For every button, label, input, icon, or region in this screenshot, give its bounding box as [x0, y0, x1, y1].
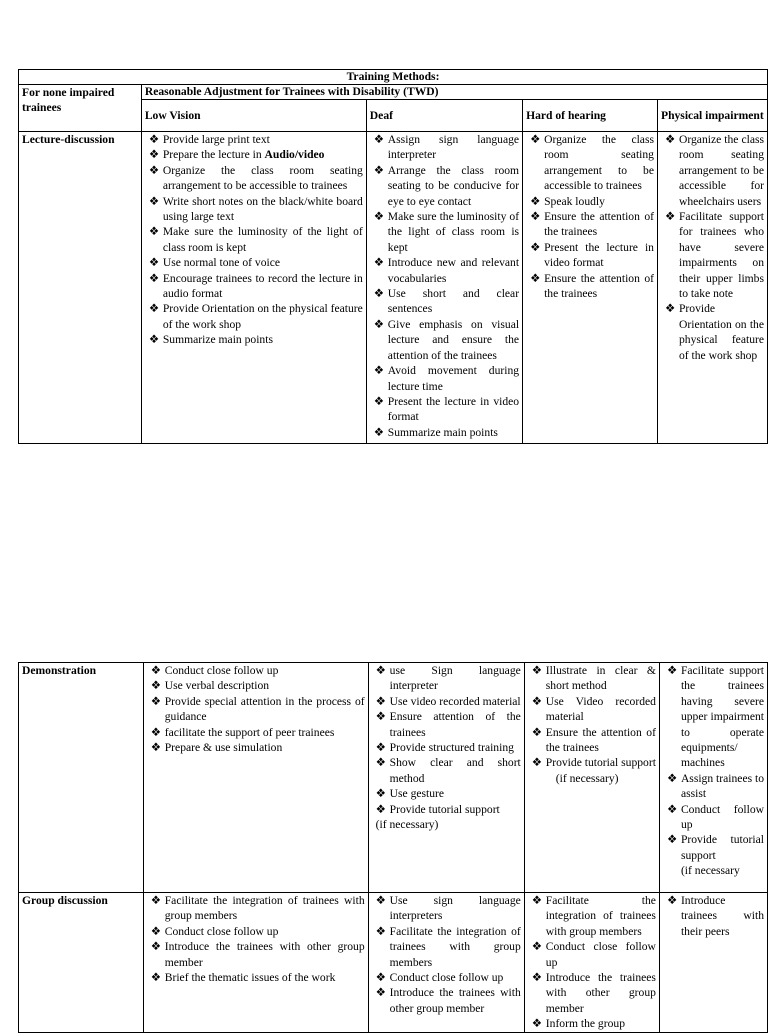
- list-item: [147, 893, 365, 924]
- bullet-icon: ❖: [375, 787, 387, 801]
- list-item-text: Ensure the attention of the trainees: [545, 725, 656, 755]
- list-item-text: facilitate the support of peer trainees: [164, 725, 335, 739]
- list-item: [526, 240, 654, 271]
- bullet-icon: ❖: [664, 133, 676, 146]
- list-item: [370, 363, 519, 394]
- list-item: [147, 694, 365, 725]
- cell-deaf: [368, 893, 524, 1033]
- bullet-list: [528, 893, 656, 1032]
- bullet-icon: ❖: [148, 194, 160, 208]
- list-item: [145, 163, 363, 194]
- method-cell: [19, 893, 144, 1033]
- list-item: [147, 740, 365, 755]
- bullet-list: [661, 132, 764, 363]
- bullet-icon: ❖: [148, 256, 160, 270]
- bullet-list: [145, 132, 363, 348]
- row-header-cell: [19, 85, 142, 132]
- cell-hard-of-hearing: [524, 663, 659, 893]
- list-item: [370, 163, 519, 209]
- list-item-text: Present the lecture in video format: [544, 240, 654, 270]
- bullet-icon: ❖: [375, 971, 387, 985]
- cell-physical: [657, 132, 767, 444]
- bullet-icon: ❖: [150, 679, 162, 693]
- note-text: (if necessary): [375, 818, 439, 832]
- cell-low-vision: [143, 893, 368, 1033]
- list-item: [370, 394, 519, 425]
- list-item: [372, 709, 521, 740]
- bullet-icon: ❖: [148, 163, 160, 177]
- list-item: [661, 301, 764, 363]
- bullet-icon: ❖: [150, 725, 162, 739]
- bullet-icon: ❖: [375, 924, 387, 938]
- list-item-bold-text: Audio/video: [264, 148, 325, 162]
- bullet-icon: ❖: [150, 924, 162, 938]
- list-item-text: Provide large print text: [162, 133, 270, 146]
- list-item-text: Provide tutorial support: [680, 833, 764, 862]
- list-item-text: Introduce new and relevant vocabularies: [387, 256, 520, 285]
- bullet-icon: ❖: [530, 133, 541, 146]
- bullet-icon: ❖: [150, 664, 162, 677]
- list-item-text: Illustrate in clear & short method: [545, 664, 656, 693]
- bullet-list: [147, 893, 365, 985]
- list-item-text: Facilitate the integration of trainees with group members: [164, 894, 365, 923]
- list-item: [526, 132, 654, 194]
- list-item: [145, 147, 363, 162]
- list-item: [528, 970, 656, 1016]
- list-item-text: Facilitate the integration of trainees with group members: [545, 894, 656, 938]
- bullet-icon: ❖: [531, 971, 543, 985]
- list-item-text: Organize the class room seating arrangement to be accessible to trainees: [162, 163, 363, 193]
- list-item: [528, 663, 656, 694]
- table-title: [19, 70, 768, 85]
- cell-low-vision: [143, 663, 368, 893]
- bullet-icon: ❖: [373, 287, 385, 301]
- bullet-icon: ❖: [531, 725, 543, 739]
- list-item: [147, 924, 365, 939]
- list-item-text: Brief the thematic issues of the work: [164, 971, 336, 985]
- bullet-icon: ❖: [531, 694, 543, 708]
- list-item-text: Use sign language interpreters: [389, 894, 521, 923]
- bullet-list: [663, 893, 764, 939]
- list-item-text: Use normal tone of voice: [162, 256, 281, 270]
- list-item: [370, 255, 519, 286]
- list-item: [526, 271, 654, 302]
- list-item: [372, 740, 521, 755]
- bullet-icon: ❖: [375, 694, 387, 708]
- list-item: [663, 771, 764, 802]
- bullet-icon: ❖: [373, 364, 385, 378]
- list-item: [370, 209, 519, 255]
- column-header-deaf: [366, 100, 522, 132]
- list-item: [145, 271, 363, 302]
- list-item-text: Write short notes on the black/white board using large text: [162, 194, 363, 224]
- bullet-icon: ❖: [150, 694, 162, 708]
- bullet-icon: ❖: [375, 741, 387, 755]
- bullet-icon: ❖: [531, 664, 543, 677]
- list-item-text: Conduct close follow up: [164, 924, 279, 938]
- list-item-text: Ensure attention of the trainees: [389, 710, 521, 739]
- list-item-text: Introduce trainees with their peers: [680, 894, 764, 938]
- list-item: [147, 939, 365, 970]
- list-item: [372, 755, 521, 786]
- column-header-label: Low Vision: [144, 109, 201, 122]
- bullet-list: [663, 663, 764, 863]
- list-item-text: Facilitate the integration of trainees with group members: [389, 924, 521, 969]
- list-item-text: Encourage trainees to record the lecture in audio format: [162, 271, 363, 301]
- list-item-text: Facilitate support for trainees who have severe impairments on their upper limbs to take note: [678, 210, 764, 301]
- list-item-text: Organize the class room seating arrangement to be accessible for wheelchairs users: [678, 133, 764, 208]
- bullet-icon: ❖: [373, 210, 385, 224]
- list-item-text: Introduce the trainees with other group member: [389, 986, 521, 1015]
- bullet-list: [528, 663, 656, 771]
- list-item: [528, 755, 656, 770]
- bullet-icon: ❖: [375, 802, 387, 816]
- list-item-text: Assign trainees to assist: [680, 771, 765, 801]
- list-item-text: Summarize main points: [162, 333, 273, 347]
- bullet-icon: ❖: [531, 940, 543, 954]
- list-item: [663, 663, 764, 771]
- bullet-icon: ❖: [150, 894, 162, 907]
- column-header-low-vision: [141, 100, 366, 132]
- bullet-icon: ❖: [531, 756, 543, 770]
- list-item-text: Make sure the luminosity of the light of class room is kept: [162, 225, 363, 254]
- bullet-icon: ❖: [373, 256, 385, 270]
- column-header-label: Hard of hearing: [526, 109, 606, 122]
- list-item: [370, 425, 519, 440]
- bullet-icon: ❖: [148, 148, 160, 162]
- list-item-text: Avoid movement during lecture time: [387, 364, 520, 393]
- group-header-text: Reasonable Adjustment for Trainees with Disability (TWD): [144, 85, 439, 98]
- list-item-text: Facilitate support the trainees having severe upper impairment to operate equipments/ machines: [680, 664, 764, 770]
- list-item-text: Summarize main points: [387, 425, 498, 439]
- list-item: [663, 893, 764, 939]
- list-item: [528, 893, 656, 939]
- list-item: [370, 132, 519, 163]
- cell-physical: [659, 663, 767, 893]
- list-item-text: Give emphasis on visual lecture and ensure the attention of the trainees: [387, 317, 520, 362]
- list-item-text: Present the lecture in video format: [387, 394, 520, 424]
- list-item: [372, 970, 521, 985]
- cell-low-vision: [141, 132, 366, 444]
- bullet-icon: ❖: [664, 302, 676, 316]
- list-item-text: Organize the class room seating arrangement to be accessible to trainees: [544, 133, 654, 193]
- bullet-icon: ❖: [530, 194, 541, 208]
- list-item: [147, 725, 365, 740]
- list-item-text: Use verbal description: [164, 679, 270, 693]
- bullet-icon: ❖: [373, 163, 385, 177]
- group-header-cell: [141, 85, 767, 100]
- list-item-text: Assign sign language interpreter: [387, 133, 520, 162]
- bullet-icon: ❖: [150, 971, 162, 985]
- list-item: [372, 786, 521, 801]
- list-item: [372, 694, 521, 709]
- bullet-icon: ❖: [375, 664, 387, 677]
- bullet-icon: ❖: [666, 771, 678, 785]
- bullet-list: [372, 663, 521, 817]
- list-item: [145, 224, 363, 255]
- list-item-text: Inform the group: [545, 1017, 625, 1031]
- list-item-text: Make sure the luminosity of the light of class room is kept: [387, 210, 520, 254]
- list-item: [372, 985, 521, 1016]
- list-item-text: Speak loudly: [544, 194, 605, 208]
- bullet-icon: ❖: [148, 133, 160, 146]
- list-item: [372, 663, 521, 694]
- bullet-icon: ❖: [375, 710, 387, 724]
- list-item: [145, 255, 363, 270]
- bullet-icon: ❖: [531, 1017, 543, 1031]
- bullet-icon: ❖: [148, 271, 160, 285]
- list-item: [372, 893, 521, 924]
- list-item-text: Conduct close follow up: [164, 664, 279, 677]
- bullet-list: [526, 132, 654, 301]
- bullet-icon: ❖: [150, 940, 162, 954]
- bullet-icon: ❖: [148, 302, 160, 316]
- bullet-icon: ❖: [531, 894, 543, 907]
- column-header-physical: [657, 100, 767, 132]
- column-header-hard-of-hearing: [523, 100, 658, 132]
- list-item-text: Use short and clear sentences: [387, 287, 520, 316]
- list-item: [372, 802, 521, 817]
- cell-hard-of-hearing: [524, 893, 659, 1033]
- bullet-icon: ❖: [373, 317, 385, 331]
- bullet-icon: ❖: [148, 225, 160, 239]
- note-text: (if necessary): [555, 771, 619, 785]
- cell-deaf: [368, 663, 524, 893]
- training-methods-table-continued: [18, 662, 768, 1033]
- list-item: [528, 725, 656, 756]
- list-item-text: Provide structured training: [389, 741, 514, 755]
- method-cell: [19, 132, 142, 444]
- bullet-icon: ❖: [530, 271, 541, 285]
- list-item-text: Prepare the lecture in: [162, 148, 265, 162]
- list-item: [528, 939, 656, 970]
- method-label: Demonstration: [22, 664, 97, 677]
- list-item-text: Use video recorded material: [389, 694, 521, 708]
- bullet-icon: ❖: [375, 894, 387, 907]
- note-text: (if necessary: [680, 864, 740, 878]
- list-item-text: Conduct follow up: [680, 802, 764, 832]
- method-label: Group discussion: [22, 894, 108, 907]
- bullet-icon: ❖: [373, 394, 385, 408]
- list-item-text: Introduce the trainees with other group member: [164, 940, 365, 969]
- list-item-text: use Sign language interpreter: [389, 664, 521, 693]
- table-title-text: Training Methods:: [346, 70, 440, 83]
- cell-physical: [659, 893, 767, 1033]
- list-item-text: Ensure the attention of the trainees: [544, 271, 654, 301]
- method-cell: [19, 663, 144, 893]
- list-item-text: Provide tutorial support: [545, 756, 656, 770]
- bullet-icon: ❖: [373, 133, 385, 146]
- list-item-text: Conduct close follow up: [389, 971, 504, 985]
- bullet-icon: ❖: [375, 756, 387, 770]
- list-item: [526, 194, 654, 209]
- list-item: [663, 802, 764, 833]
- list-item-text: Show clear and short method: [389, 756, 521, 785]
- bullet-list: [372, 893, 521, 1016]
- bullet-icon: ❖: [373, 425, 385, 439]
- list-item-text: Provide special attention in the process of guidance: [164, 694, 365, 724]
- row-header-text: For none impaired trainees: [22, 86, 115, 114]
- bullet-icon: ❖: [530, 240, 541, 254]
- list-item-text: Provide tutorial support: [389, 802, 500, 816]
- list-item: [145, 194, 363, 225]
- list-item: [526, 209, 654, 240]
- bullet-icon: ❖: [148, 333, 160, 347]
- bullet-icon: ❖: [664, 210, 676, 224]
- list-item: [661, 132, 764, 209]
- list-item: [147, 970, 365, 985]
- list-item: [661, 209, 764, 301]
- method-label: Lecture-discussion: [22, 133, 115, 146]
- list-item: [147, 678, 365, 693]
- bullet-icon: ❖: [666, 664, 678, 677]
- bullet-icon: ❖: [666, 833, 678, 847]
- list-item-text: Prepare & use simulation: [164, 741, 283, 755]
- list-item: [145, 301, 363, 332]
- column-header-label: Physical impairment: [660, 109, 764, 122]
- cell-deaf: [366, 132, 522, 444]
- list-item: [370, 286, 519, 317]
- list-item-text: Conduct close follow up: [545, 940, 656, 969]
- list-item: [145, 132, 363, 147]
- bullet-list: [147, 663, 365, 755]
- column-header-label: Deaf: [369, 109, 393, 122]
- list-item-text: Use gesture: [389, 787, 445, 801]
- list-item-text: Use Video recorded material: [545, 694, 656, 724]
- list-item: [372, 924, 521, 970]
- list-item-text: Ensure the attention of the trainees: [544, 210, 654, 239]
- bullet-icon: ❖: [150, 741, 162, 755]
- list-item-text: Provide Orientation on the physical feature of the work shop: [678, 302, 764, 362]
- list-item: [370, 317, 519, 363]
- bullet-icon: ❖: [530, 210, 541, 224]
- list-item: [147, 663, 365, 678]
- bullet-icon: ❖: [666, 802, 678, 816]
- bullet-icon: ❖: [375, 986, 387, 1000]
- list-item-text: Provide Orientation on the physical feature of the work shop: [162, 302, 363, 331]
- training-methods-table: [18, 69, 768, 444]
- list-item-text: Arrange the class room seating to be conducive for eye to eye contact: [387, 163, 520, 208]
- bullet-icon: ❖: [666, 894, 678, 907]
- list-item: [528, 694, 656, 725]
- list-item-text: Introduce the trainees with other group member: [545, 971, 656, 1015]
- bullet-list: [370, 132, 519, 440]
- cell-hard-of-hearing: [523, 132, 658, 444]
- list-item: [663, 832, 764, 863]
- list-item: [145, 332, 363, 347]
